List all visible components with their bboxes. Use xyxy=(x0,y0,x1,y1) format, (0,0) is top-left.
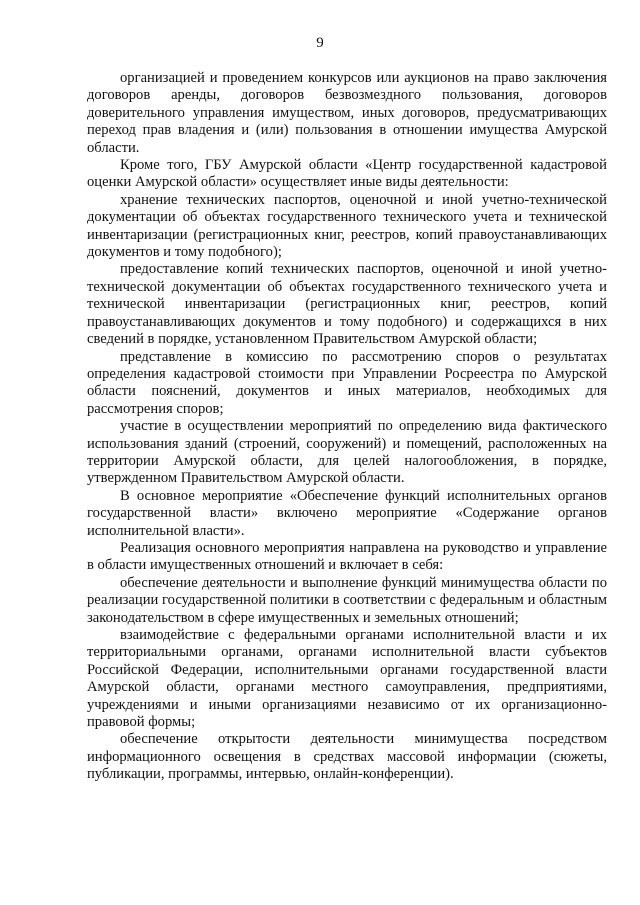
list-item-participation: участие в осуществлении мероприятий по определению вида фактического использования зданий (строений, сооружений) и помещений, расположенных на территории Амурской области, для целей налогообложения, в порядке, утвержденном Правительством Амурской области. xyxy=(87,418,607,487)
paragraph-continuation: организацией и проведением конкурсов или аукционов на право заключения договоров аренды, договоров безвозмездного пользования, договоров доверительного управления имуществом, иных договоров, предусматривающих переход прав владения и (или) пользования в отношении имущества Амурской области. xyxy=(87,70,607,156)
list-item-storage: хранение технических паспортов, оценочной и иной учетно-технической документации об объектах государственного технического учета и технической инвентаризации (регистрационных книг, реестров, копий правоустанавливающих документов и тому подобного); xyxy=(87,191,607,261)
paragraph-implementation: Реализация основного мероприятия направлена на руководство и управление в области имущественных отношений и включает в себя: xyxy=(87,539,607,574)
list-item-interaction: взаимодействие с федеральными органами исполнительной власти и их территориальными органами, органами исполнительной власти субъектов Российской Федерации, исполнительными органами государственной власти Амурской области, органами местного самоуправления, предприятиями, учреждениями и иными организациями независимо от их организационно-правовой формы; xyxy=(87,627,607,731)
paragraph-main-measure: В основное мероприятие «Обеспечение функций исполнительных органов государственной власти» включено мероприятие «Содержание органов исполнительной власти». xyxy=(87,487,607,539)
page-number: 9 xyxy=(316,35,324,51)
list-item-commission: представление в комиссию по рассмотрению споров о результатах определения кадастровой стоимости при Управлении Росреестра по Амурской области пояснений, документов и иных материалов, необходимых для рассмотрения споров; xyxy=(87,348,607,417)
list-item-copies: предоставление копий технических паспортов, оценочной и иной учетно-технической документации об объектах государственного технического учета и технической инвентаризации (регистрационных книг, реестров, копий правоустанавливающих документов и тому подобного) и содержащихся в них сведений в порядке, установленном Правительством Амурской области; xyxy=(87,261,607,348)
document-body xyxy=(87,70,607,784)
paragraph-other-activities: Кроме того, ГБУ Амурской области «Центр государственной кадастровой оценки Амурской области» осуществляет иные виды деятельности: xyxy=(87,157,607,191)
list-item-functions: обеспечение деятельности и выполнение функций минимущества области по реализации государственной политики в соответствии с федеральным и областным законодательством в сфере имущественных и земельных отношений; xyxy=(87,574,607,626)
list-item-openness: обеспечение открытости деятельности минимущества посредством информационного освещения в средствах массовой информации (сюжеты, публикации, программы, интервью, онлайн-конференции). xyxy=(87,731,607,783)
